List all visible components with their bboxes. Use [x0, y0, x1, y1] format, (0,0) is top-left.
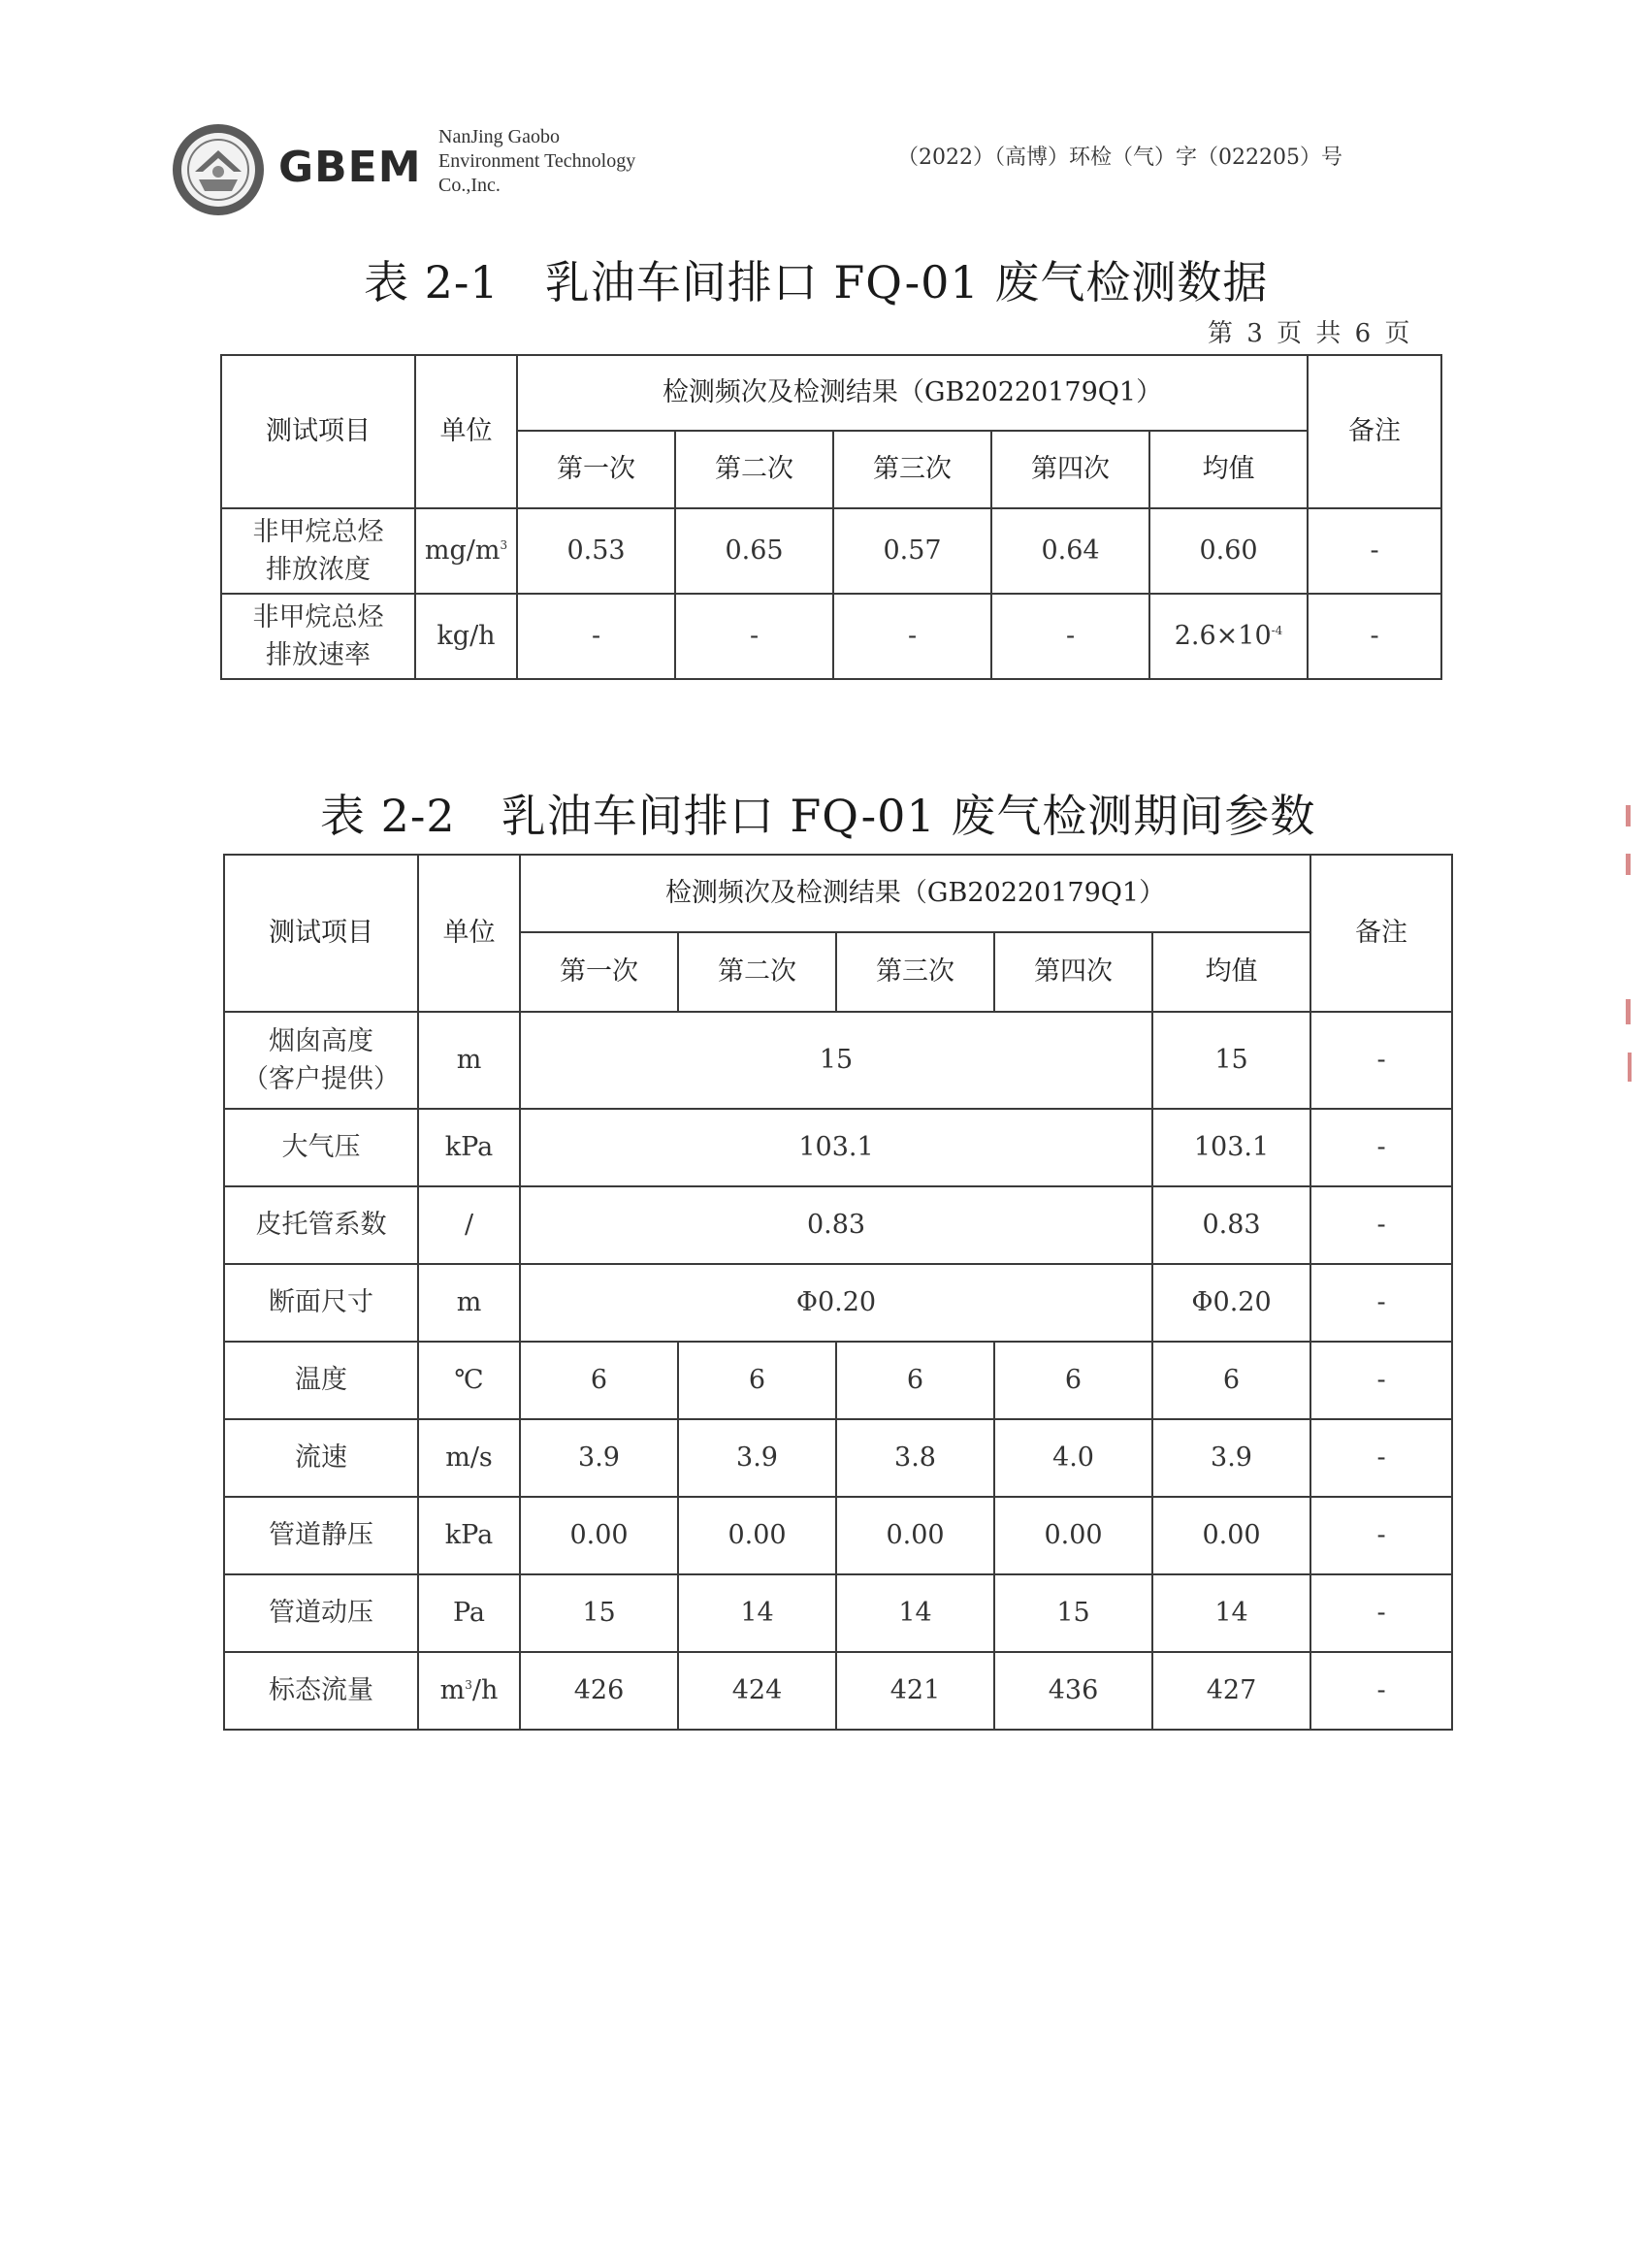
item-line: 非甲烷总烃 [252, 516, 384, 547]
cell-average: 0.00 [1152, 1497, 1310, 1574]
page-indicator: 第 3 页 共 6 页 [1208, 319, 1413, 348]
document-number: （2022）（高博）环检（气）字（022205）号 [897, 146, 1342, 170]
cell-value: 3.9 [520, 1419, 678, 1497]
cell-unit [418, 1652, 520, 1730]
table-header-row [224, 855, 1452, 932]
cell-value: 6 [836, 1342, 994, 1419]
table2-parameters [223, 854, 1453, 1731]
header-round-2: 第二次 [675, 431, 833, 508]
header-results-group: 检测频次及检测结果（GB20220179Q1） [517, 355, 1308, 431]
cell-value: 15 [520, 1574, 678, 1652]
cell-note: - [1310, 1264, 1452, 1342]
table-header-row [221, 355, 1441, 431]
cell-value: 421 [836, 1652, 994, 1730]
cell-test-item: 温度 [224, 1342, 418, 1419]
cell-unit: m [418, 1264, 520, 1342]
item-line: 排放浓度 [266, 555, 371, 585]
header-test-item: 测试项目 [221, 355, 415, 508]
cell-value: 436 [994, 1652, 1152, 1730]
cell-test-item: 管道静压 [224, 1497, 418, 1574]
table-row [224, 1497, 1452, 1574]
unit-text: m [439, 1675, 466, 1706]
average-text: 2.6×10 [1174, 621, 1272, 652]
header-unit: 单位 [415, 355, 517, 508]
table-row [224, 1652, 1452, 1730]
company-name [438, 125, 635, 198]
header-round-3: 第三次 [836, 932, 994, 1012]
cell-value: 0.65 [675, 508, 833, 594]
cell-value: - [833, 594, 991, 679]
header-round-3: 第三次 [833, 431, 991, 508]
cell-value: - [517, 594, 675, 679]
cell-note: - [1308, 594, 1441, 679]
header-round-1: 第一次 [517, 431, 675, 508]
cell-test-item: 断面尺寸 [224, 1264, 418, 1342]
cell-unit: kg/h [415, 594, 517, 679]
cell-test-item: 皮托管系数 [224, 1186, 418, 1264]
cell-value: - [675, 594, 833, 679]
cell-value: 6 [994, 1342, 1152, 1419]
table-row [221, 508, 1441, 594]
cell-value: - [991, 594, 1149, 679]
table-row [224, 1419, 1452, 1497]
cell-value: 0.00 [520, 1497, 678, 1574]
cell-average [1149, 594, 1308, 679]
cell-value: 14 [678, 1574, 836, 1652]
cell-average: 15 [1152, 1012, 1310, 1109]
cell-value: 4.0 [994, 1419, 1152, 1497]
company-name-line: NanJing Gaobo [438, 126, 560, 147]
cell-unit [415, 508, 517, 594]
cell-unit: m/s [418, 1419, 520, 1497]
cell-note: - [1310, 1652, 1452, 1730]
cell-test-item: 标态流量 [224, 1652, 418, 1730]
cell-value: 424 [678, 1652, 836, 1730]
cell-value: 0.64 [991, 508, 1149, 594]
cell-value: 0.57 [833, 508, 991, 594]
header-round-1: 第一次 [520, 932, 678, 1012]
cell-test-item [221, 594, 415, 679]
scan-mark [1628, 1053, 1632, 1082]
cell-note: - [1310, 1012, 1452, 1109]
cell-note: - [1310, 1109, 1452, 1186]
scan-mark [1626, 999, 1631, 1024]
scan-mark [1626, 805, 1631, 826]
table-row [224, 1264, 1452, 1342]
table-row [224, 1186, 1452, 1264]
company-seal-logo [170, 121, 267, 218]
cell-unit: / [418, 1186, 520, 1264]
table-row [221, 594, 1441, 679]
average-exponent: -4 [1271, 624, 1283, 638]
cell-average: 103.1 [1152, 1109, 1310, 1186]
cell-value: 426 [520, 1652, 678, 1730]
unit-superscript: 3 [465, 1678, 472, 1693]
unit-text: mg/m [424, 535, 501, 567]
company-logo-text: GBEM [278, 143, 422, 192]
cell-merged-value: 0.83 [520, 1186, 1152, 1264]
table1-title: 表 2-1 乳油车间排口 FQ-01 废气检测数据 [364, 256, 1269, 308]
cell-value: 0.00 [678, 1497, 836, 1574]
cell-test-item [221, 508, 415, 594]
cell-average: 427 [1152, 1652, 1310, 1730]
cell-merged-value: Φ0.20 [520, 1264, 1152, 1342]
item-line: 非甲烷总烃 [252, 601, 384, 632]
header-results-group: 检测频次及检测结果（GB20220179Q1） [520, 855, 1310, 932]
cell-note: - [1310, 1419, 1452, 1497]
cell-value: 0.53 [517, 508, 675, 594]
header-average: 均值 [1149, 431, 1308, 508]
cell-test-item: 流速 [224, 1419, 418, 1497]
cell-note: - [1310, 1186, 1452, 1264]
cell-value: 3.9 [678, 1419, 836, 1497]
unit-text-tail: /h [471, 1675, 499, 1706]
cell-value: 6 [520, 1342, 678, 1419]
cell-unit: m [418, 1012, 520, 1109]
cell-unit: ℃ [418, 1342, 520, 1419]
header-note: 备注 [1308, 355, 1441, 508]
cell-unit: kPa [418, 1109, 520, 1186]
table-row [224, 1574, 1452, 1652]
scan-mark [1626, 854, 1631, 875]
cell-average: Φ0.20 [1152, 1264, 1310, 1342]
header-average: 均值 [1152, 932, 1310, 1012]
cell-average: 3.9 [1152, 1419, 1310, 1497]
cell-test-item: 大气压 [224, 1109, 418, 1186]
cell-test-item [224, 1012, 418, 1109]
item-line: 排放速率 [266, 640, 371, 670]
cell-note: - [1310, 1497, 1452, 1574]
cell-value: 15 [994, 1574, 1152, 1652]
cell-value: 6 [678, 1342, 836, 1419]
header-unit: 单位 [418, 855, 520, 1012]
cell-unit: Pa [418, 1574, 520, 1652]
header-round-4: 第四次 [991, 431, 1149, 508]
table2-title: 表 2-2 乳油车间排口 FQ-01 废气检测期间参数 [320, 790, 1316, 842]
header-round-2: 第二次 [678, 932, 836, 1012]
item-line: 烟囱高度 [269, 1025, 373, 1056]
table-row [224, 1012, 1452, 1109]
cell-average: 0.60 [1149, 508, 1308, 594]
unit-superscript: 3 [500, 538, 508, 553]
cell-merged-value: 103.1 [520, 1109, 1152, 1186]
cell-unit: kPa [418, 1497, 520, 1574]
cell-average: 14 [1152, 1574, 1310, 1652]
cell-average: 0.83 [1152, 1186, 1310, 1264]
table-row [224, 1109, 1452, 1186]
cell-note: - [1310, 1574, 1452, 1652]
cell-note: - [1308, 508, 1441, 594]
table-row [224, 1342, 1452, 1419]
item-line: （客户提供） [242, 1064, 400, 1094]
cell-value: 0.00 [836, 1497, 994, 1574]
cell-average: 6 [1152, 1342, 1310, 1419]
company-name-line: Environment Technology [438, 150, 636, 172]
page-header [170, 121, 1431, 228]
table1-emission-data [220, 354, 1442, 680]
cell-test-item: 管道动压 [224, 1574, 418, 1652]
header-round-4: 第四次 [994, 932, 1152, 1012]
cell-note: - [1310, 1342, 1452, 1419]
header-test-item: 测试项目 [224, 855, 418, 1012]
cell-merged-value: 15 [520, 1012, 1152, 1109]
header-note: 备注 [1310, 855, 1452, 1012]
cell-value: 3.8 [836, 1419, 994, 1497]
cell-value: 0.00 [994, 1497, 1152, 1574]
cell-value: 14 [836, 1574, 994, 1652]
company-name-line: Co.,Inc. [438, 175, 501, 196]
